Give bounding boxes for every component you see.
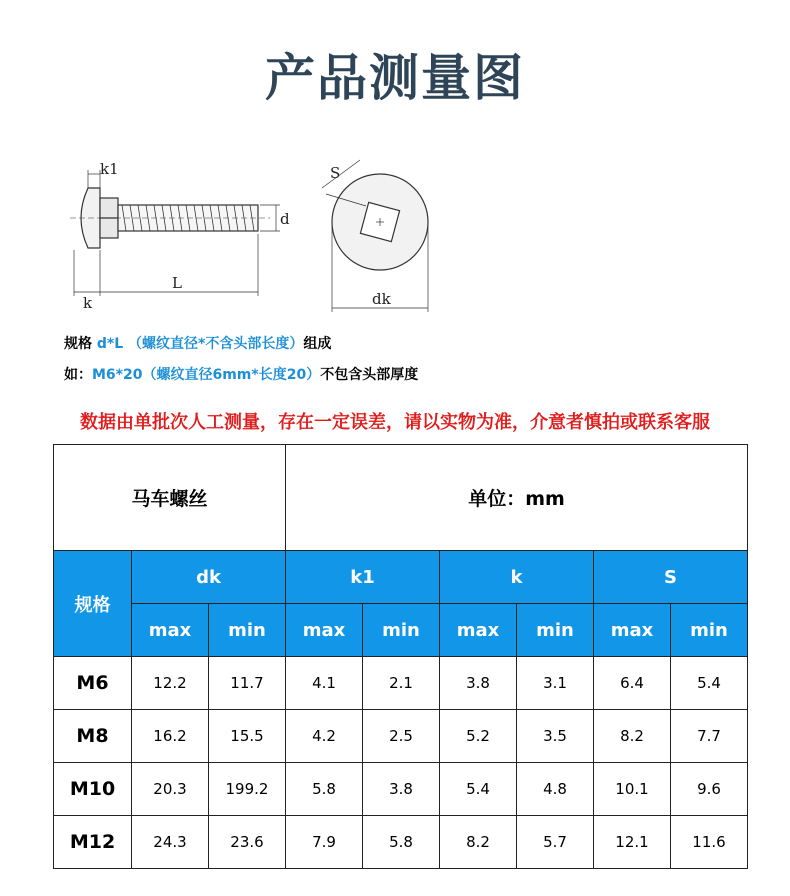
max-header: max xyxy=(132,604,209,657)
value-cell: 9.6 xyxy=(671,763,748,816)
value-cell: 3.8 xyxy=(363,763,440,816)
value-cell: 20.3 xyxy=(132,763,209,816)
value-cell: 4.2 xyxy=(286,710,363,763)
value-cell: 3.8 xyxy=(440,657,517,710)
max-header: max xyxy=(440,604,517,657)
spec-table xyxy=(53,444,748,869)
table-row xyxy=(54,816,748,869)
group-header-s: S xyxy=(594,551,748,604)
size-cell: M8 xyxy=(54,710,132,763)
value-cell: 5.2 xyxy=(440,710,517,763)
value-cell: 23.6 xyxy=(209,816,286,869)
page-title: 产品测量图 xyxy=(265,49,525,107)
table-row xyxy=(54,763,748,816)
value-cell: 11.6 xyxy=(671,816,748,869)
value-cell: 4.8 xyxy=(517,763,594,816)
value-cell: 5.4 xyxy=(440,763,517,816)
spec-example-note: 如：M6*20（螺纹直径6mm*长度20）不包含头部厚度 xyxy=(64,367,419,383)
table-row xyxy=(54,657,748,710)
min-header: min xyxy=(671,604,748,657)
max-header: max xyxy=(594,604,671,657)
value-cell: 7.7 xyxy=(671,710,748,763)
group-header-k: k xyxy=(440,551,594,604)
min-header: min xyxy=(209,604,286,657)
min-header: min xyxy=(517,604,594,657)
value-cell: 199.2 xyxy=(209,763,286,816)
value-cell: 5.7 xyxy=(517,816,594,869)
value-cell: 2.1 xyxy=(363,657,440,710)
size-cell: M6 xyxy=(54,657,132,710)
value-cell: 8.2 xyxy=(440,816,517,869)
size-cell: M12 xyxy=(54,816,132,869)
value-cell: 8.2 xyxy=(594,710,671,763)
measurement-warning: 数据由单批次人工测量，存在一定误差，请以实物为准，介意者慎拍或联系客服 xyxy=(80,412,710,433)
value-cell: 4.1 xyxy=(286,657,363,710)
value-cell: 3.5 xyxy=(517,710,594,763)
value-cell: 12.2 xyxy=(132,657,209,710)
label-S: S xyxy=(330,164,341,182)
bolt-measurement-diagram xyxy=(60,150,460,320)
value-cell: 5.8 xyxy=(363,816,440,869)
value-cell: 5.8 xyxy=(286,763,363,816)
group-header-k1: k1 xyxy=(286,551,440,604)
value-cell: 12.1 xyxy=(594,816,671,869)
label-d: d xyxy=(280,210,290,228)
group-header-dk: dk xyxy=(132,551,286,604)
label-dk: dk xyxy=(372,290,391,308)
min-header: min xyxy=(363,604,440,657)
value-cell: 2.5 xyxy=(363,710,440,763)
table-row xyxy=(54,710,748,763)
max-header: max xyxy=(286,604,363,657)
spec-header: 规格 xyxy=(54,551,132,657)
value-cell: 16.2 xyxy=(132,710,209,763)
value-cell: 15.5 xyxy=(209,710,286,763)
label-L: L xyxy=(172,274,182,292)
label-k1: k1 xyxy=(100,160,119,178)
value-cell: 11.7 xyxy=(209,657,286,710)
value-cell: 6.4 xyxy=(594,657,671,710)
value-cell: 5.4 xyxy=(671,657,748,710)
label-k: k xyxy=(83,294,93,312)
value-cell: 24.3 xyxy=(132,816,209,869)
size-cell: M10 xyxy=(54,763,132,816)
unit-label: 单位：mm xyxy=(286,445,748,551)
value-cell: 3.1 xyxy=(517,657,594,710)
value-cell: 7.9 xyxy=(286,816,363,869)
spec-format-note: 规格 d*L （螺纹直径*不含头部长度）组成 xyxy=(64,336,332,352)
value-cell: 10.1 xyxy=(594,763,671,816)
product-name: 马车螺丝 xyxy=(54,445,286,551)
